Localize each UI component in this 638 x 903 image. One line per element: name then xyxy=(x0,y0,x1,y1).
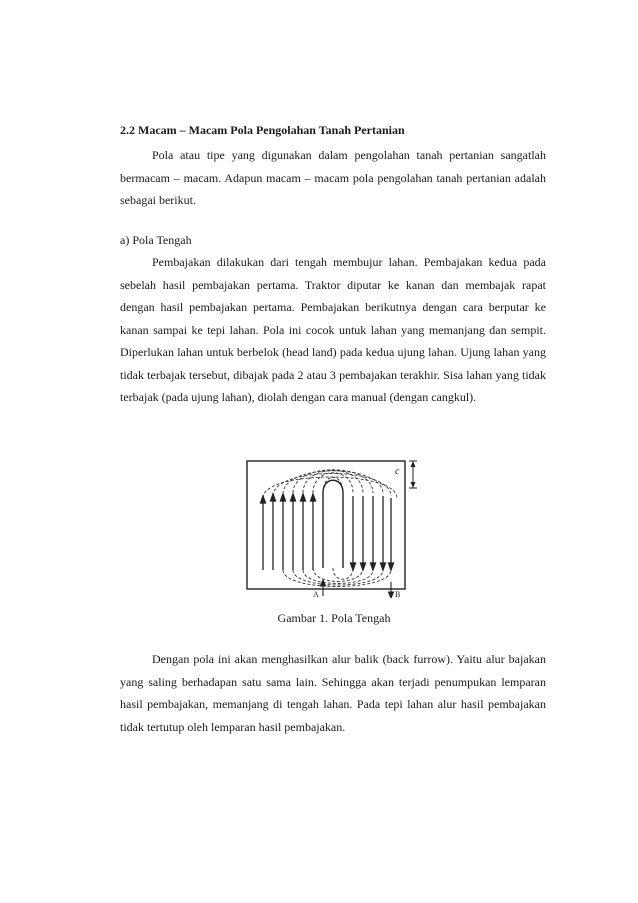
furrow-lines xyxy=(261,494,394,570)
start-label: A xyxy=(313,590,319,598)
intro-text: Pola atau tipe yang digunakan dalam pengolahan tanah pertanian sangatlah bermacam – macam. Adapun macam – macam pola pengolahan tanah pertanian adalah sebagai berikut. xyxy=(120,148,546,207)
headland-label: c xyxy=(395,466,400,477)
end-label: B xyxy=(395,590,401,598)
pola-tengah-text: Pembajakan dilakukan dari tengah membujur lahan. Pembajakan kedua pada sebelah hasil pembajakan pertama. Traktor diputar ke kanan dan membajak rapat dengan hasil pembajakan pertama. Pembajakan berikutnya dengan cara berputar ke kanan sampai ke tepi lahan. Pola ini cocok untuk lahan yang memanjang dan sempit. Diperlukan lahan untuk berbelok (head land) pada kedua ujung lahan. Ujung lahan yang tidak terbajak tersebut, dibajak pada 2 atau 3 pembajakan terakhir. Sisa lahan yang tidak terbajak (pada ujung lahan), diolah dengan cara manual (dengan cangkul). xyxy=(120,255,546,404)
subsection-title: a) Pola Tengah xyxy=(120,233,192,247)
center-turn xyxy=(323,480,343,568)
pola-tengah-diagram xyxy=(245,458,425,598)
section-heading: 2.2 Macam – Macam Pola Pengolahan Tanah Pertanian xyxy=(120,123,405,137)
field-border xyxy=(247,461,405,589)
closing-text: Dengan pola ini akan menghasilkan alur balik (back furrow). Yaitu alur bajakan yang saling berhadapan satu sama lain. Sehingga akan terjadi penumpukan lemparan hasil pembajakan, memanjang di tengah lahan. Pada tepi lahan alur hasil pembajakan tidak tertutup oleh lemparan hasil pembajakan. xyxy=(120,652,546,734)
intro-paragraph xyxy=(120,144,546,212)
pola-tengah-paragraph xyxy=(120,251,546,409)
figure-caption: Gambar 1. Pola Tengah xyxy=(277,611,391,625)
closing-paragraph xyxy=(120,648,546,738)
